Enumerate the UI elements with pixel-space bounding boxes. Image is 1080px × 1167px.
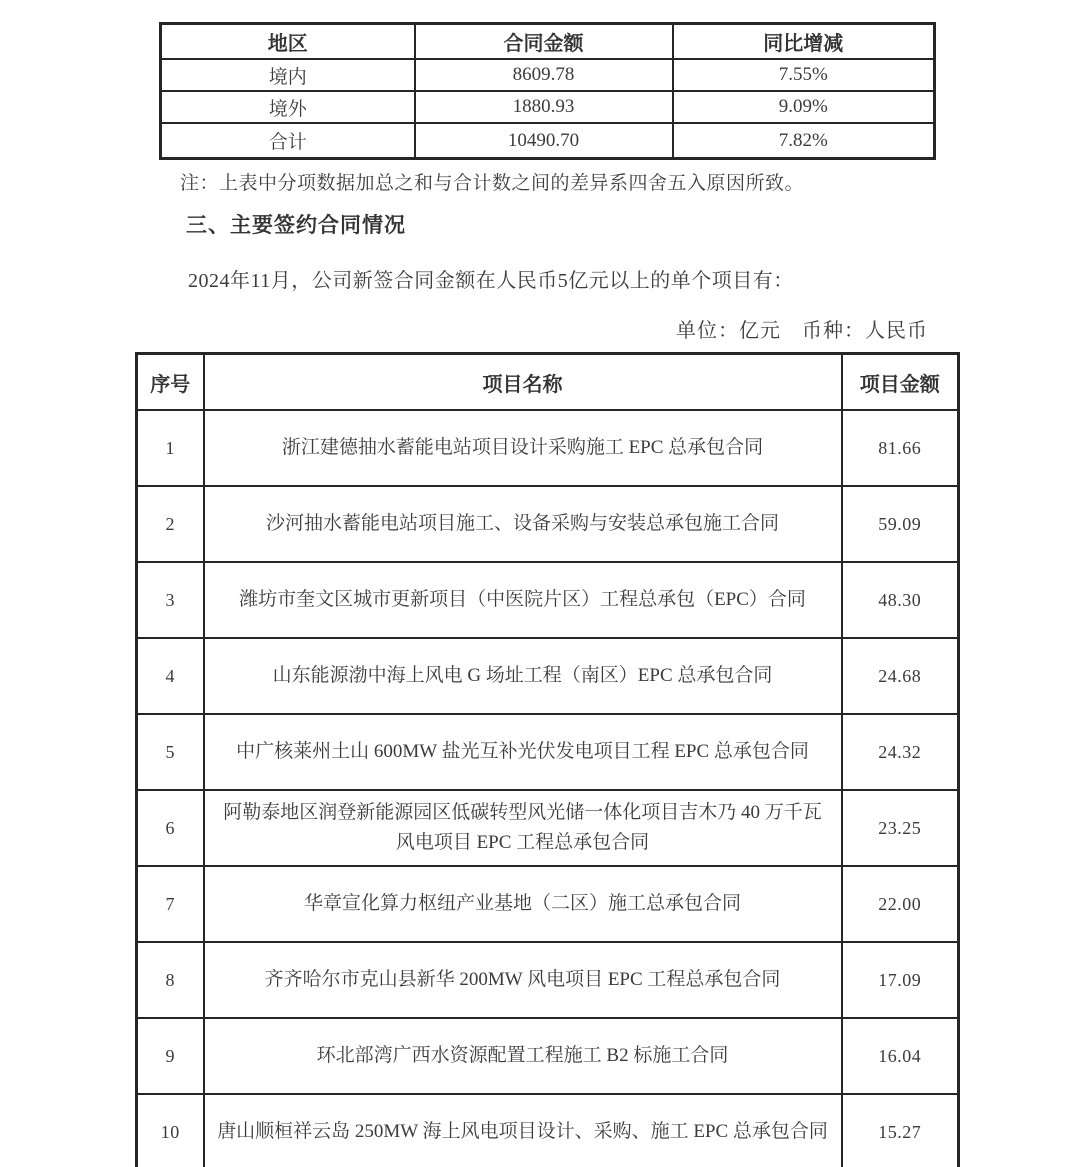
intro-paragraph: 2024年11月，公司新签合同金额在人民币5亿元以上的单个项目有： [188, 270, 794, 292]
project-name-cell: 沙河抽水蓄能电站项目施工、设备采购与安装总承包施工合同 [204, 486, 842, 562]
project-amount-cell: 16.04 [842, 1018, 959, 1094]
serial-number-cell: 9 [137, 1018, 204, 1094]
table-row [137, 790, 959, 866]
project-amount-cell: 22.00 [842, 866, 959, 942]
serial-number-cell: 4 [137, 638, 204, 714]
project-name-cell: 华章宣化算力枢纽产业基地（二区）施工总承包合同 [204, 866, 842, 942]
project-amount-cell: 81.66 [842, 410, 959, 486]
project-name-cell: 中广核莱州土山 600MW 盐光互补光伏发电项目工程 EPC 总承包合同 [204, 714, 842, 790]
project-amount-cell: 59.09 [842, 486, 959, 562]
yoy-cell: 9.09% [673, 91, 935, 123]
project-amount-cell: 24.32 [842, 714, 959, 790]
serial-number-cell: 7 [137, 866, 204, 942]
table-row [137, 638, 959, 714]
project-name-cell: 唐山顺桓祥云岛 250MW 海上风电项目设计、采购、施工 EPC 总承包合同 [204, 1094, 842, 1167]
table-row [137, 866, 959, 942]
project-name-cell: 阿勒泰地区润登新能源园区低碳转型风光储一体化项目吉木乃 40 万千瓦风电项目 EPC 工程总承包合同 [204, 790, 842, 866]
serial-number-cell: 6 [137, 790, 204, 866]
table-row [137, 1018, 959, 1094]
unit-currency-line: 单位：亿元 币种：人民币 [676, 320, 928, 342]
region-cell: 合计 [161, 123, 415, 159]
project-name-cell: 齐齐哈尔市克山县新华 200MW 风电项目 EPC 工程总承包合同 [204, 942, 842, 1018]
table-header-row [161, 24, 935, 60]
project-name-cell: 环北部湾广西水资源配置工程施工 B2 标施工合同 [204, 1018, 842, 1094]
project-name-cell: 山东能源渤中海上风电 G 场址工程（南区）EPC 总承包合同 [204, 638, 842, 714]
table-row [137, 410, 959, 486]
table-row [161, 123, 935, 159]
project-name-cell: 潍坊市奎文区城市更新项目（中医院片区）工程总承包（EPC）合同 [204, 562, 842, 638]
region-header: 地区 [161, 24, 415, 60]
serial-number-cell: 10 [137, 1094, 204, 1167]
project-amount-cell: 48.30 [842, 562, 959, 638]
serial-number-cell: 2 [137, 486, 204, 562]
projects-table [135, 352, 960, 1167]
rounding-note: 注：上表中分项数据加总之和与合计数之间的差异系四舍五入原因所致。 [180, 173, 805, 194]
section-heading: 三、主要签约合同情况 [186, 213, 406, 237]
yoy-change-header: 同比增减 [673, 24, 935, 60]
serial-number-cell: 5 [137, 714, 204, 790]
contract-amount-header: 合同金额 [415, 24, 673, 60]
project-amount-cell: 17.09 [842, 942, 959, 1018]
region-cell: 境内 [161, 59, 415, 91]
project-amount-cell: 23.25 [842, 790, 959, 866]
table-row [161, 59, 935, 91]
project-name-header: 项目名称 [204, 354, 842, 411]
serial-number-cell: 8 [137, 942, 204, 1018]
table-row [137, 714, 959, 790]
table-row [137, 486, 959, 562]
project-amount-header: 项目金额 [842, 354, 959, 411]
amount-cell: 1880.93 [415, 91, 673, 123]
yoy-cell: 7.82% [673, 123, 935, 159]
project-amount-cell: 24.68 [842, 638, 959, 714]
table-row [137, 562, 959, 638]
amount-cell: 10490.70 [415, 123, 673, 159]
project-name-cell: 浙江建德抽水蓄能电站项目设计采购施工 EPC 总承包合同 [204, 410, 842, 486]
project-amount-cell: 15.27 [842, 1094, 959, 1167]
serial-number-header: 序号 [137, 354, 204, 411]
yoy-cell: 7.55% [673, 59, 935, 91]
region-cell: 境外 [161, 91, 415, 123]
table-header-row [137, 354, 959, 411]
table-row [161, 91, 935, 123]
table-row [137, 1094, 959, 1167]
amount-cell: 8609.78 [415, 59, 673, 91]
region-summary-table [159, 22, 936, 160]
serial-number-cell: 1 [137, 410, 204, 486]
serial-number-cell: 3 [137, 562, 204, 638]
table-row [137, 942, 959, 1018]
